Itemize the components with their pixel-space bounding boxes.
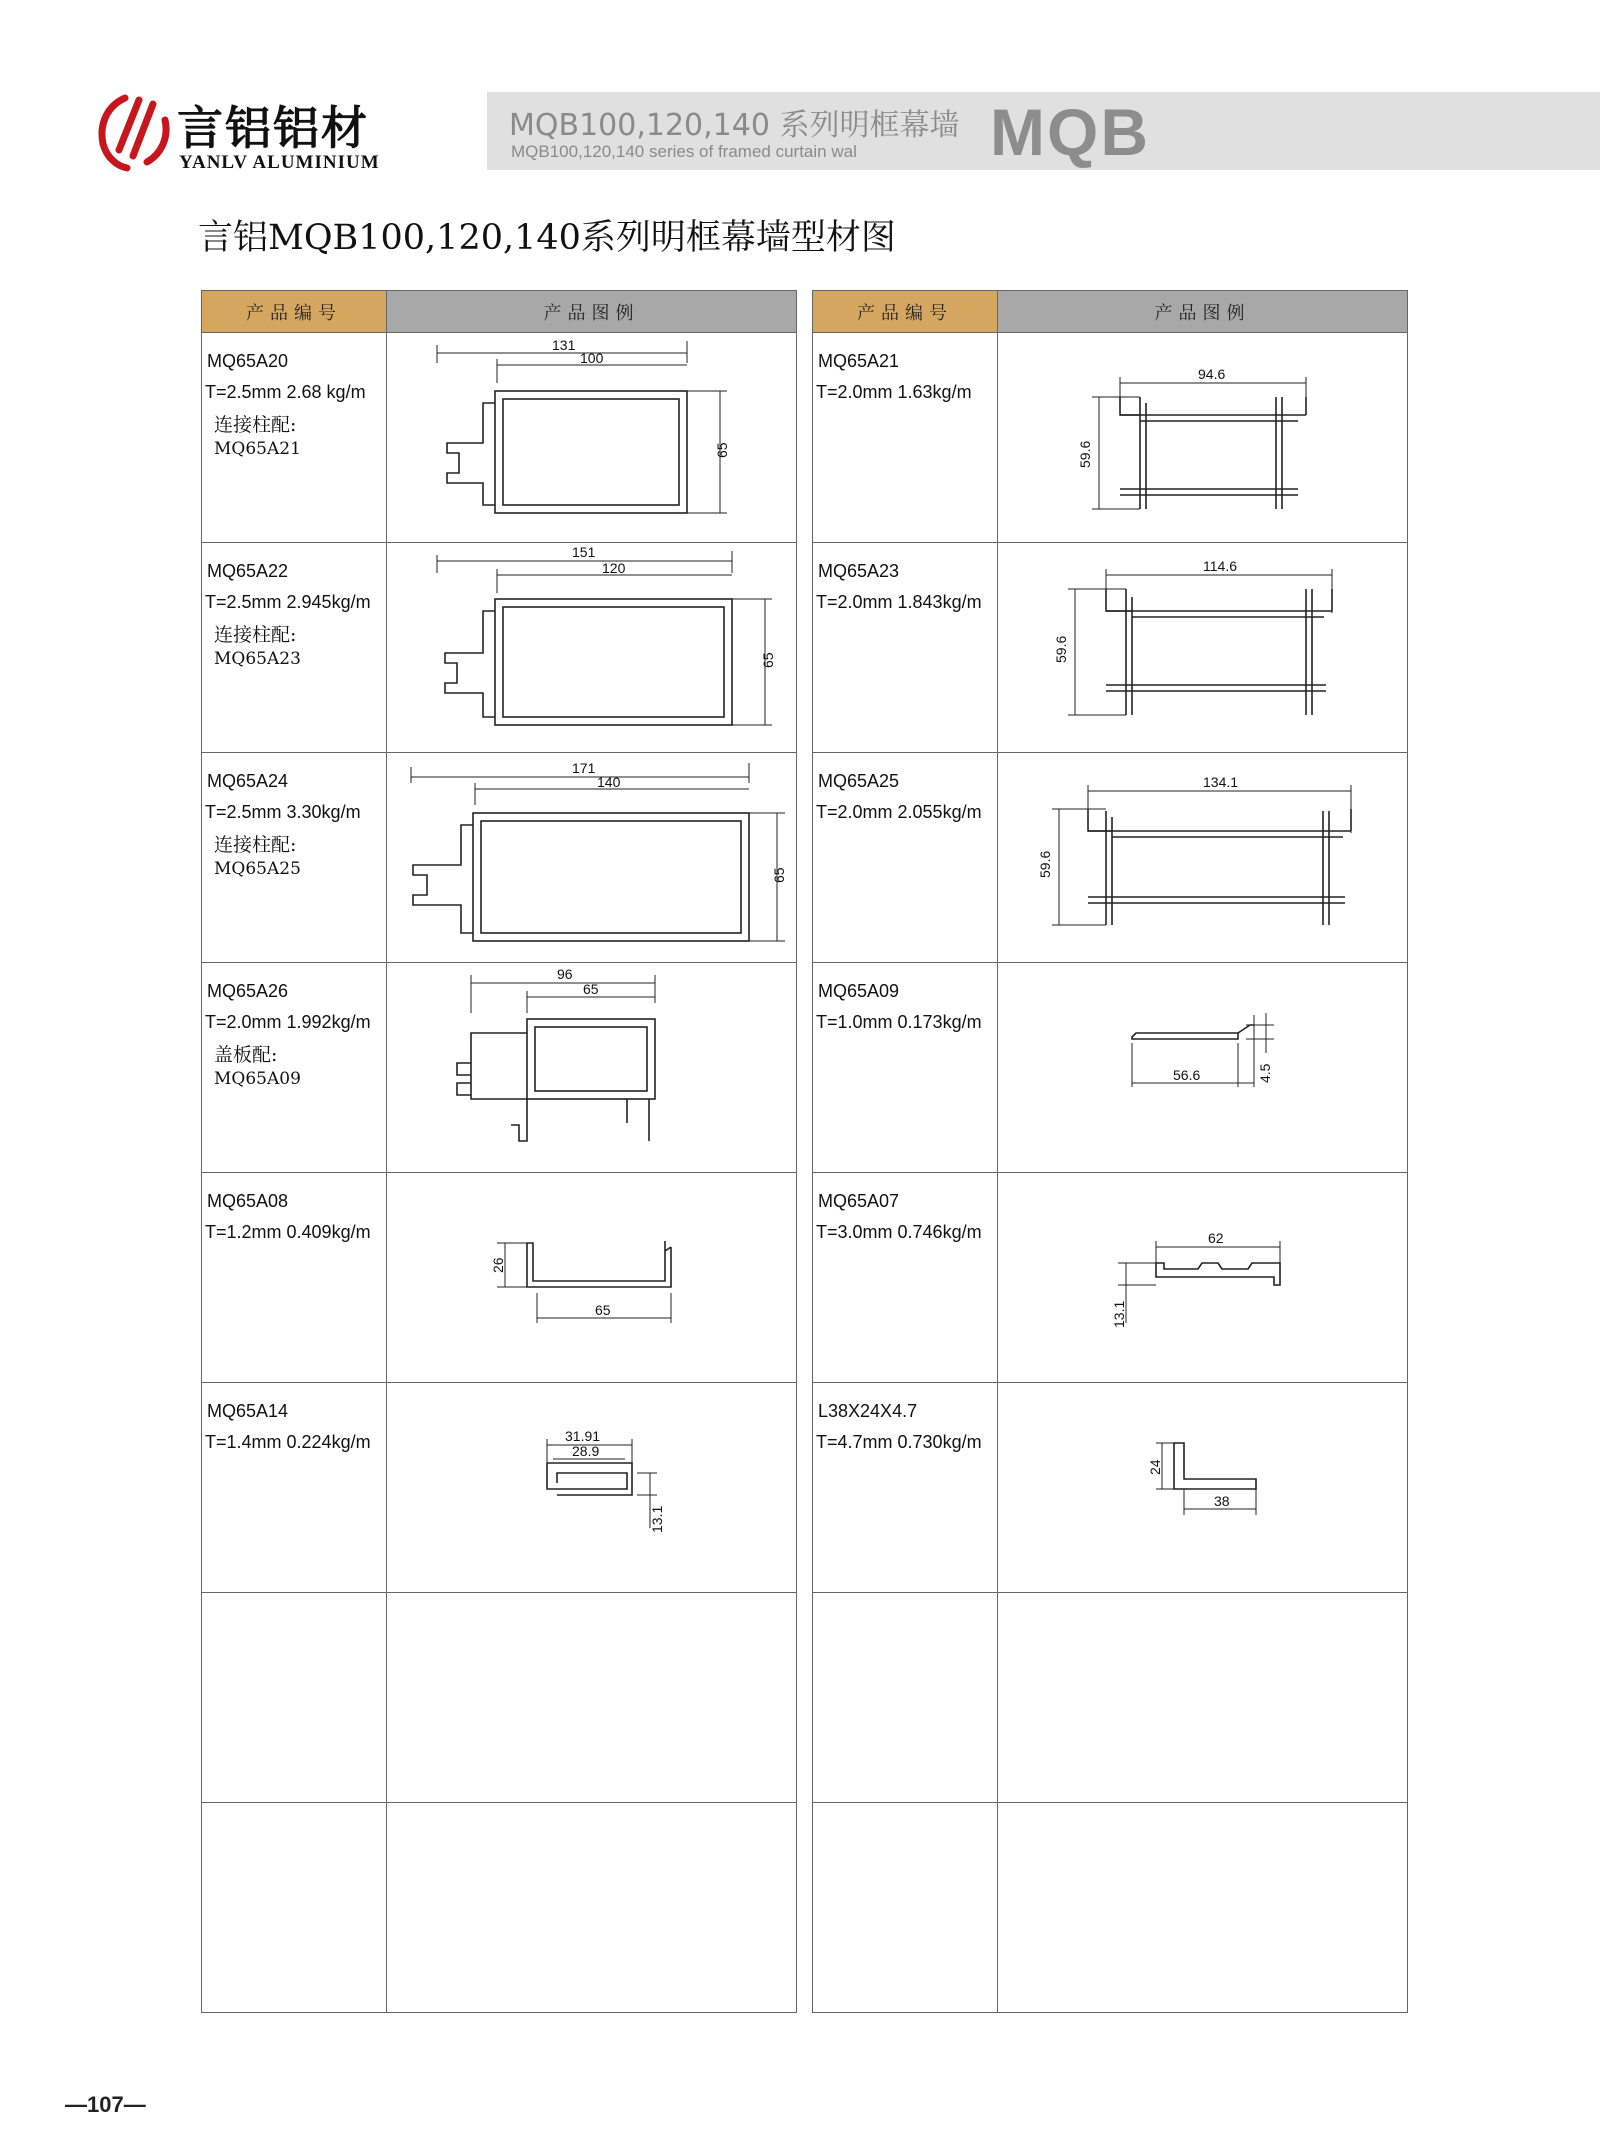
svg-text:13.1: 13.1 bbox=[1111, 1300, 1127, 1328]
product-figure bbox=[998, 963, 1408, 1173]
product-figure bbox=[998, 753, 1408, 963]
product-figure bbox=[387, 1173, 797, 1383]
product-spec: T=2.0mm 1.992kg/m bbox=[205, 1012, 371, 1032]
svg-text:100: 100 bbox=[580, 350, 604, 366]
product-spec: T=3.0mm 0.746kg/m bbox=[816, 1222, 982, 1242]
svg-text:65: 65 bbox=[583, 981, 599, 997]
table-row bbox=[202, 333, 797, 543]
svg-text:24: 24 bbox=[1147, 1459, 1163, 1475]
table-row bbox=[813, 1173, 1408, 1383]
svg-text:134.1: 134.1 bbox=[1203, 774, 1239, 790]
table-row bbox=[813, 543, 1408, 753]
table-row bbox=[813, 1593, 1408, 1803]
table-row bbox=[813, 1383, 1408, 1593]
product-figure bbox=[998, 543, 1408, 753]
product-match bbox=[214, 833, 301, 881]
table-row bbox=[202, 1803, 797, 2013]
yanlv-logo-icon bbox=[95, 92, 173, 172]
table-header bbox=[202, 291, 797, 333]
table-row bbox=[202, 1593, 797, 1803]
header-product-code: 产品编号 bbox=[813, 291, 998, 333]
product-figure bbox=[387, 543, 797, 753]
product-spec: T=2.0mm 2.055kg/m bbox=[816, 802, 982, 822]
product-info bbox=[813, 543, 998, 753]
header-product-code: 产品编号 bbox=[202, 291, 387, 333]
product-spec: T=4.7mm 0.730kg/m bbox=[816, 1432, 982, 1452]
product-info bbox=[202, 1803, 387, 2013]
svg-text:38: 38 bbox=[1214, 1493, 1230, 1509]
page-title: 言铝MQB100,120,140系列明框幕墙型材图 bbox=[198, 218, 896, 258]
product-spec: T=2.0mm 1.843kg/m bbox=[816, 592, 982, 612]
svg-text:59.6: 59.6 bbox=[1037, 850, 1053, 878]
product-figure bbox=[387, 963, 797, 1173]
product-spec: T=2.5mm 2.945kg/m bbox=[205, 592, 371, 612]
match-label: 盖板配: bbox=[214, 1044, 278, 1066]
header-product-figure: 产品图例 bbox=[998, 291, 1408, 333]
svg-text:65: 65 bbox=[771, 867, 787, 883]
match-label: 连接柱配: bbox=[214, 414, 297, 436]
table-row bbox=[202, 1383, 797, 1593]
svg-text:31.91: 31.91 bbox=[565, 1428, 601, 1444]
svg-text:26: 26 bbox=[490, 1257, 506, 1273]
profile-drawing bbox=[998, 753, 1408, 963]
svg-text:120: 120 bbox=[602, 560, 626, 576]
profile-drawing bbox=[387, 1173, 797, 1383]
profile-drawing bbox=[998, 1173, 1408, 1383]
profile-table-right bbox=[812, 290, 1408, 2013]
product-info bbox=[813, 1803, 998, 2013]
product-code: MQ65A20 bbox=[207, 351, 289, 371]
brand-name-en: YANLV ALUMINIUM bbox=[179, 152, 380, 173]
product-code: MQ65A09 bbox=[818, 981, 900, 1001]
product-info bbox=[813, 963, 998, 1173]
svg-text:65: 65 bbox=[714, 442, 730, 458]
product-info bbox=[813, 1173, 998, 1383]
match-label: 连接柱配: bbox=[214, 834, 297, 856]
product-info bbox=[202, 1383, 387, 1593]
profile-table-left bbox=[201, 290, 797, 2013]
product-figure bbox=[998, 333, 1408, 543]
product-spec: T=1.2mm 0.409kg/m bbox=[205, 1222, 371, 1242]
svg-text:65: 65 bbox=[595, 1302, 611, 1318]
svg-text:171: 171 bbox=[572, 760, 596, 776]
table-header bbox=[813, 291, 1408, 333]
product-figure bbox=[387, 1803, 797, 2013]
product-figure bbox=[998, 1383, 1408, 1593]
svg-text:131: 131 bbox=[552, 337, 576, 353]
svg-text:56.6: 56.6 bbox=[1173, 1067, 1201, 1083]
match-code: MQ65A25 bbox=[214, 859, 301, 879]
match-label: 连接柱配: bbox=[214, 624, 297, 646]
product-code: MQ65A21 bbox=[818, 351, 900, 371]
svg-text:114.6: 114.6 bbox=[1203, 558, 1237, 574]
product-info bbox=[813, 1593, 998, 1803]
product-spec: T=2.5mm 3.30kg/m bbox=[205, 802, 361, 822]
banner-title-cn: MQB100,120,140 系列明框幕墙 bbox=[509, 108, 960, 143]
table-row bbox=[202, 543, 797, 753]
table-row bbox=[202, 753, 797, 963]
product-figure bbox=[387, 1383, 797, 1593]
series-banner bbox=[487, 92, 1600, 170]
svg-text:65: 65 bbox=[760, 652, 776, 668]
product-match bbox=[214, 623, 301, 671]
product-match bbox=[214, 413, 301, 461]
profile-drawing bbox=[387, 543, 797, 753]
product-code: MQ65A07 bbox=[818, 1191, 900, 1211]
profile-drawing bbox=[998, 1383, 1408, 1593]
svg-text:62: 62 bbox=[1208, 1230, 1224, 1246]
product-spec: T=2.0mm 1.63kg/m bbox=[816, 382, 972, 402]
product-info bbox=[202, 963, 387, 1173]
profile-drawing bbox=[387, 963, 797, 1173]
header-product-figure: 产品图例 bbox=[387, 291, 797, 333]
product-info bbox=[202, 543, 387, 753]
product-code: MQ65A25 bbox=[818, 771, 900, 791]
product-code: L38X24X4.7 bbox=[818, 1401, 918, 1421]
svg-text:140: 140 bbox=[597, 774, 621, 790]
product-figure bbox=[998, 1173, 1408, 1383]
banner-series-code: MQB bbox=[990, 95, 1150, 169]
product-info bbox=[202, 753, 387, 963]
brand-logo bbox=[95, 92, 395, 182]
product-figure bbox=[387, 333, 797, 543]
product-info bbox=[202, 1173, 387, 1383]
product-code: MQ65A24 bbox=[207, 771, 289, 791]
profile-drawing bbox=[387, 1383, 797, 1593]
profile-drawing bbox=[998, 333, 1408, 543]
page-number: —107— bbox=[65, 2092, 146, 2117]
product-code: MQ65A14 bbox=[207, 1401, 289, 1421]
product-code: MQ65A08 bbox=[207, 1191, 289, 1211]
table-row bbox=[202, 963, 797, 1173]
svg-text:59.6: 59.6 bbox=[1053, 635, 1069, 663]
product-code: MQ65A23 bbox=[818, 561, 900, 581]
product-code: MQ65A22 bbox=[207, 561, 289, 581]
table-row bbox=[813, 963, 1408, 1173]
product-figure bbox=[387, 753, 797, 963]
brand-name-cn: 言铝铝材 bbox=[177, 101, 369, 155]
table-row bbox=[813, 333, 1408, 543]
table-row bbox=[202, 1173, 797, 1383]
table-row bbox=[813, 753, 1408, 963]
product-figure bbox=[998, 1803, 1408, 2013]
profile-drawing bbox=[998, 963, 1408, 1173]
svg-text:4.5: 4.5 bbox=[1257, 1063, 1273, 1083]
match-code: MQ65A09 bbox=[214, 1069, 301, 1089]
profile-drawing bbox=[387, 753, 797, 963]
product-info bbox=[202, 333, 387, 543]
svg-text:59.6: 59.6 bbox=[1077, 440, 1093, 468]
profile-drawing bbox=[998, 543, 1408, 753]
svg-text:13.1: 13.1 bbox=[649, 1505, 665, 1533]
svg-text:28.9: 28.9 bbox=[572, 1443, 600, 1459]
product-match bbox=[214, 1043, 301, 1091]
product-info bbox=[813, 753, 998, 963]
profile-drawing bbox=[387, 333, 797, 543]
product-code: MQ65A26 bbox=[207, 981, 289, 1001]
product-info bbox=[813, 333, 998, 543]
svg-text:151: 151 bbox=[572, 544, 596, 560]
match-code: MQ65A23 bbox=[214, 649, 301, 669]
product-spec: T=1.4mm 0.224kg/m bbox=[205, 1432, 371, 1452]
banner-title-en: MQB100,120,140 series of framed curtain wal bbox=[511, 142, 857, 161]
svg-text:96: 96 bbox=[557, 966, 573, 982]
product-info bbox=[813, 1383, 998, 1593]
product-figure bbox=[387, 1593, 797, 1803]
product-spec: T=1.0mm 0.173kg/m bbox=[816, 1012, 982, 1032]
product-spec: T=2.5mm 2.68 kg/m bbox=[205, 382, 366, 402]
svg-text:94.6: 94.6 bbox=[1198, 366, 1226, 382]
table-row bbox=[813, 1803, 1408, 2013]
product-info bbox=[202, 1593, 387, 1803]
match-code: MQ65A21 bbox=[214, 439, 301, 459]
product-figure bbox=[998, 1593, 1408, 1803]
